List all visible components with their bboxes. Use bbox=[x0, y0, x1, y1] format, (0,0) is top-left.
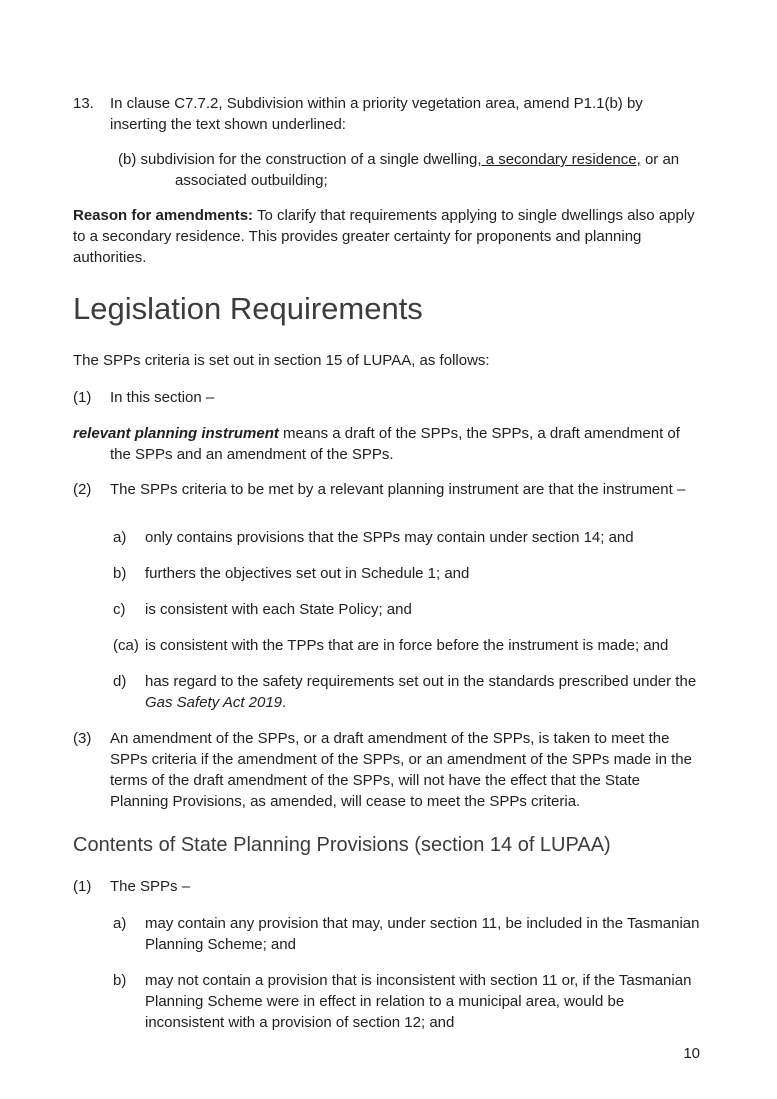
definition-term: relevant planning instrument bbox=[73, 425, 279, 442]
page-number: 10 bbox=[683, 1045, 700, 1062]
sub-clause-text-before: subdivision for the construction of a single dwelling bbox=[140, 151, 478, 168]
document-content bbox=[73, 93, 701, 1048]
sub-clause-underlined-insertion: , a secondary residence, bbox=[477, 151, 641, 168]
spacer bbox=[73, 514, 701, 527]
item-text: In this section – bbox=[110, 389, 215, 406]
reason-text: To clarify that requirements applying to single dwellings also apply to a secondary residence. This provides greater certainty for proponents and planning authorities. bbox=[73, 207, 695, 266]
sub-clause-b bbox=[118, 149, 701, 191]
sub-clause-text-after: or an associated outbuilding; bbox=[175, 151, 680, 189]
item-letter: b) bbox=[113, 565, 127, 582]
definition-relevant-planning-instrument bbox=[73, 423, 701, 465]
heading-contents-of-spps: Contents of State Planning Provisions (section 14 of LUPAA) bbox=[73, 834, 611, 856]
criteria-item-ca bbox=[113, 635, 701, 656]
section-15-item-2 bbox=[73, 479, 701, 500]
item-letter: b) bbox=[113, 972, 127, 989]
item-text: In clause C7.7.2, Subdivision within a priority vegetation area, amend P1.1(b) by inserting the text shown underlined: bbox=[110, 95, 643, 133]
act-title-gas-safety-act: Gas Safety Act 2019 bbox=[145, 694, 283, 711]
item-text bbox=[145, 671, 701, 713]
reason-label: Reason for amendments: bbox=[73, 207, 254, 224]
heading-legislation-requirements: Legislation Requirements bbox=[73, 291, 423, 326]
item-text: furthers the objectives set out in Schedule 1; and bbox=[145, 565, 470, 582]
item-text: The SPPs – bbox=[110, 878, 191, 895]
item-number: 13. bbox=[73, 95, 94, 112]
item-text: may not contain a provision that is inconsistent with section 11 or, if the Tasmanian Planning Scheme were in effect in relation to a municipal area, would be inconsistent with a provision of section 12; and bbox=[145, 972, 692, 1031]
item-letter: d) bbox=[113, 673, 127, 690]
item-text: The SPPs criteria to be met by a relevant planning instrument are that the instrument – bbox=[110, 481, 686, 498]
item-text: is consistent with the TPPs that are in force before the instrument is made; and bbox=[145, 637, 669, 654]
item-letter: a) bbox=[113, 915, 127, 932]
item-letter: c) bbox=[113, 601, 126, 618]
criteria-item-b bbox=[113, 563, 701, 584]
item-text: only contains provisions that the SPPs may contain under section 14; and bbox=[145, 529, 634, 546]
definition-text: means a draft of the SPPs, the SPPs, a draft amendment of the SPPs and an amendment of the SPPs. bbox=[110, 425, 680, 463]
sub-clause-label: (b) bbox=[118, 151, 141, 168]
item-text-after: . bbox=[282, 694, 287, 711]
item-letter: a) bbox=[113, 529, 127, 546]
item-number: (3) bbox=[73, 730, 92, 747]
item-text: is consistent with each State Policy; and bbox=[145, 601, 412, 618]
section-14-item-1 bbox=[73, 876, 701, 897]
criteria-item-d bbox=[113, 671, 701, 713]
section-15-item-3 bbox=[73, 728, 701, 812]
item-letter: (ca) bbox=[113, 637, 139, 654]
criteria-item-c bbox=[113, 599, 701, 620]
item-number: (1) bbox=[73, 878, 92, 895]
item-text: may contain any provision that may, under section 11, be included in the Tasmanian Planning Scheme; and bbox=[145, 915, 700, 953]
item-number: (2) bbox=[73, 481, 92, 498]
section-15-item-1 bbox=[73, 387, 701, 408]
amendment-item-13 bbox=[73, 93, 701, 135]
item-text: An amendment of the SPPs, or a draft amendment of the SPPs, is taken to meet the SPPs criteria if the amendment of the SPPs, or an amendment of the SPPs made in the terms of the draft amendment of the SPPs, will not have the effect that the State Planning Provisions, as amended, will cease to meet the SPPs criteria. bbox=[110, 730, 692, 810]
reason-paragraph bbox=[73, 205, 701, 268]
contents-item-b bbox=[113, 970, 701, 1033]
criteria-item-a bbox=[113, 527, 701, 548]
contents-item-a bbox=[113, 913, 701, 955]
item-number: (1) bbox=[73, 389, 92, 406]
spps-criteria-intro: The SPPs criteria is set out in section 15 of LUPAA, as follows: bbox=[73, 352, 490, 369]
item-text-before: has regard to the safety requirements set out in the standards prescribed under the bbox=[145, 673, 697, 690]
